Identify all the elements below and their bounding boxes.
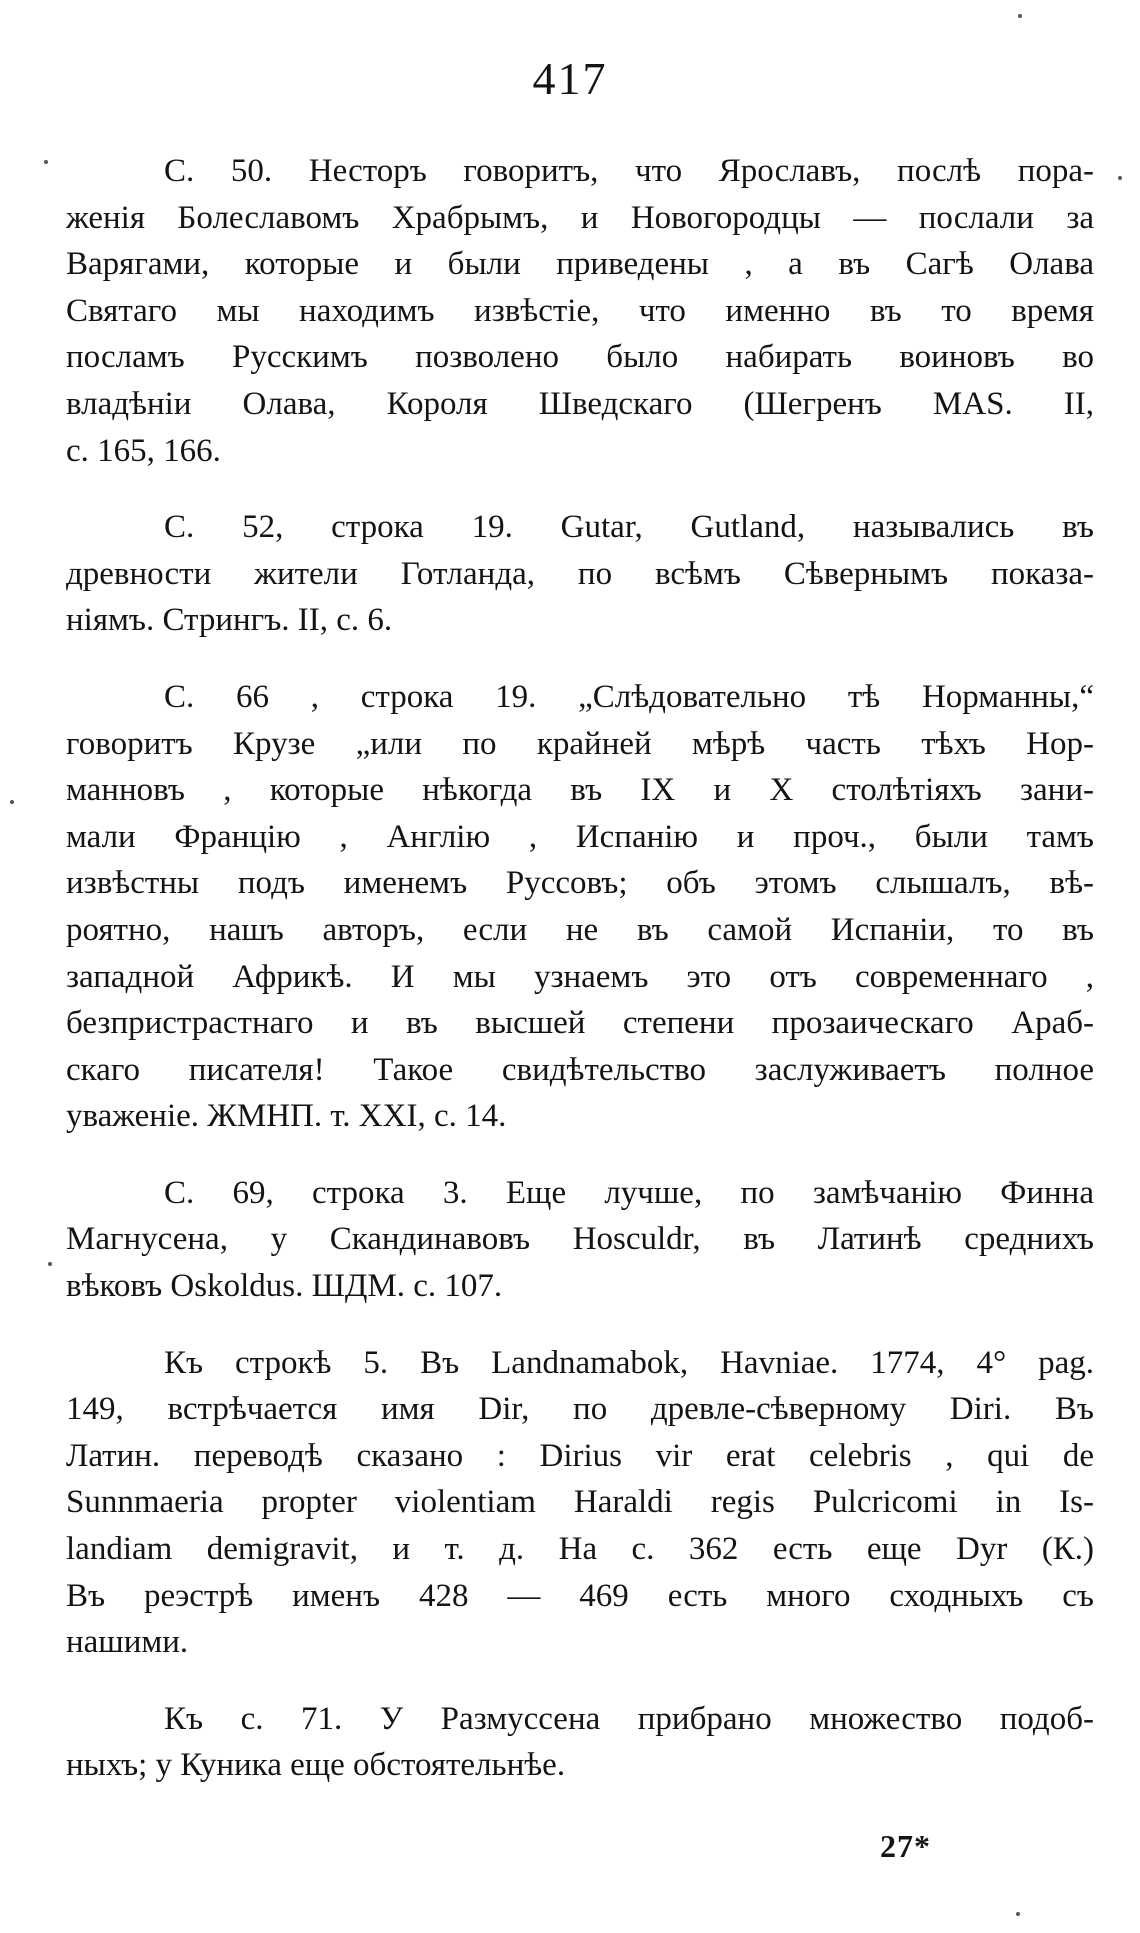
- text-line: уваженіе. ЖМНП. т. XXI, с. 14.: [66, 1098, 507, 1135]
- text-line: роятно, нашъ авторъ, если не въ самой Испаніи, то въ: [66, 911, 1094, 948]
- print-speck: [48, 1262, 52, 1266]
- text-line: говоритъ Крузе „или по крайней мѣрѣ часть тѣхъ Нор-: [66, 725, 1094, 762]
- text-line: С. 52, строка 19. Gutar, Gutland, назывались въ: [164, 509, 1094, 546]
- text-line: Святаго мы находимъ извѣстіе, что именно въ то время: [66, 292, 1094, 329]
- text-line: извѣстны подъ именемъ Руссовъ; объ этомъ слышалъ, вѣ-: [66, 865, 1094, 902]
- text-line: вѣковъ Oskoldus. ШДМ. с. 107.: [66, 1268, 503, 1305]
- print-speck: [10, 800, 14, 804]
- text-line: ныхъ; у Куника еще обстоятельнѣе.: [66, 1747, 566, 1784]
- text-line: 149, встрѣчается имя Dir, по древле-сѣверному Diri. Въ: [66, 1391, 1094, 1428]
- text-line: мали Францію , Англію , Испанію и проч., были тамъ: [66, 818, 1094, 855]
- body-text: [66, 148, 1094, 1819]
- print-speck: [1118, 176, 1122, 180]
- text-line: с. 165, 166.: [66, 432, 221, 469]
- paragraph-note-s71: [66, 1696, 1094, 1789]
- signature-mark: 27*: [880, 1828, 931, 1864]
- text-line: западной Африкѣ. И мы узнаемъ это отъ современнаго ,: [66, 958, 1094, 995]
- paragraph-note-s50: [66, 148, 1094, 474]
- paragraph-note-s52: [66, 504, 1094, 644]
- text-line: скаго писателя! Такое свидѣтельство заслуживаетъ полное: [66, 1051, 1094, 1088]
- text-line: landiam demigravit, и т. д. На с. 362 есть еще Dyr (К.): [66, 1531, 1094, 1568]
- text-line: Латин. переводѣ сказано : Dirius vir erat celebris , qui de: [66, 1437, 1094, 1474]
- text-line: Въ реэстрѣ именъ 428 — 469 есть много сходныхъ съ: [66, 1577, 1094, 1614]
- paragraph-note-s66: [66, 674, 1094, 1140]
- text-line: посламъ Русскимъ позволено было набирать воиновъ во: [66, 339, 1094, 376]
- page-number: 417: [532, 53, 608, 104]
- text-line: владѣніи Олава, Короля Шведскаго (Шегренъ MAS. II,: [66, 385, 1094, 422]
- print-speck: [44, 160, 48, 164]
- text-line: Магнусена, у Скандинавовъ Hosculdr, въ Латинѣ среднихъ: [66, 1221, 1094, 1258]
- print-speck: [1018, 14, 1022, 18]
- text-line: Варягами, которые и были приведены , а въ Сагѣ Олава: [66, 246, 1094, 283]
- print-speck: [1016, 1912, 1020, 1916]
- text-line: женія Болеславомъ Храбрымъ, и Новогородцы — послали за: [66, 199, 1094, 236]
- text-line: Sunnmaeria propter violentiam Haraldi regis Pulcricomi in Is-: [66, 1484, 1094, 1521]
- text-line: С. 66 , строка 19. „Слѣдовательно тѣ Норманны,“: [164, 678, 1094, 715]
- paragraph-note-s69: [66, 1170, 1094, 1310]
- text-line: Къ с. 71. У Размуссена прибрано множество подоб-: [164, 1700, 1094, 1737]
- text-line: С. 50. Несторъ говоритъ, что Ярославъ, послѣ пора-: [164, 153, 1094, 189]
- text-line: нашими.: [66, 1624, 189, 1661]
- text-line: древности жители Готланда, по всѣмъ Сѣвернымъ показа-: [66, 555, 1094, 592]
- text-line: ніямъ. Стрингъ. II, с. 6.: [66, 602, 393, 639]
- paragraph-note-line5: [66, 1340, 1094, 1666]
- text-line: безпристрастнаго и въ высшей степени прозаическаго Араб-: [66, 1005, 1094, 1042]
- text-line: С. 69, строка 3. Еще лучше, по замѣчанію Финна: [164, 1174, 1094, 1211]
- text-line: манновъ , которые нѣкогда въ IX и X столѣтіяхъ зани-: [66, 772, 1094, 809]
- text-line: Къ строкѣ 5. Въ Landnamabok, Havniae. 1774, 4° pag.: [164, 1344, 1094, 1381]
